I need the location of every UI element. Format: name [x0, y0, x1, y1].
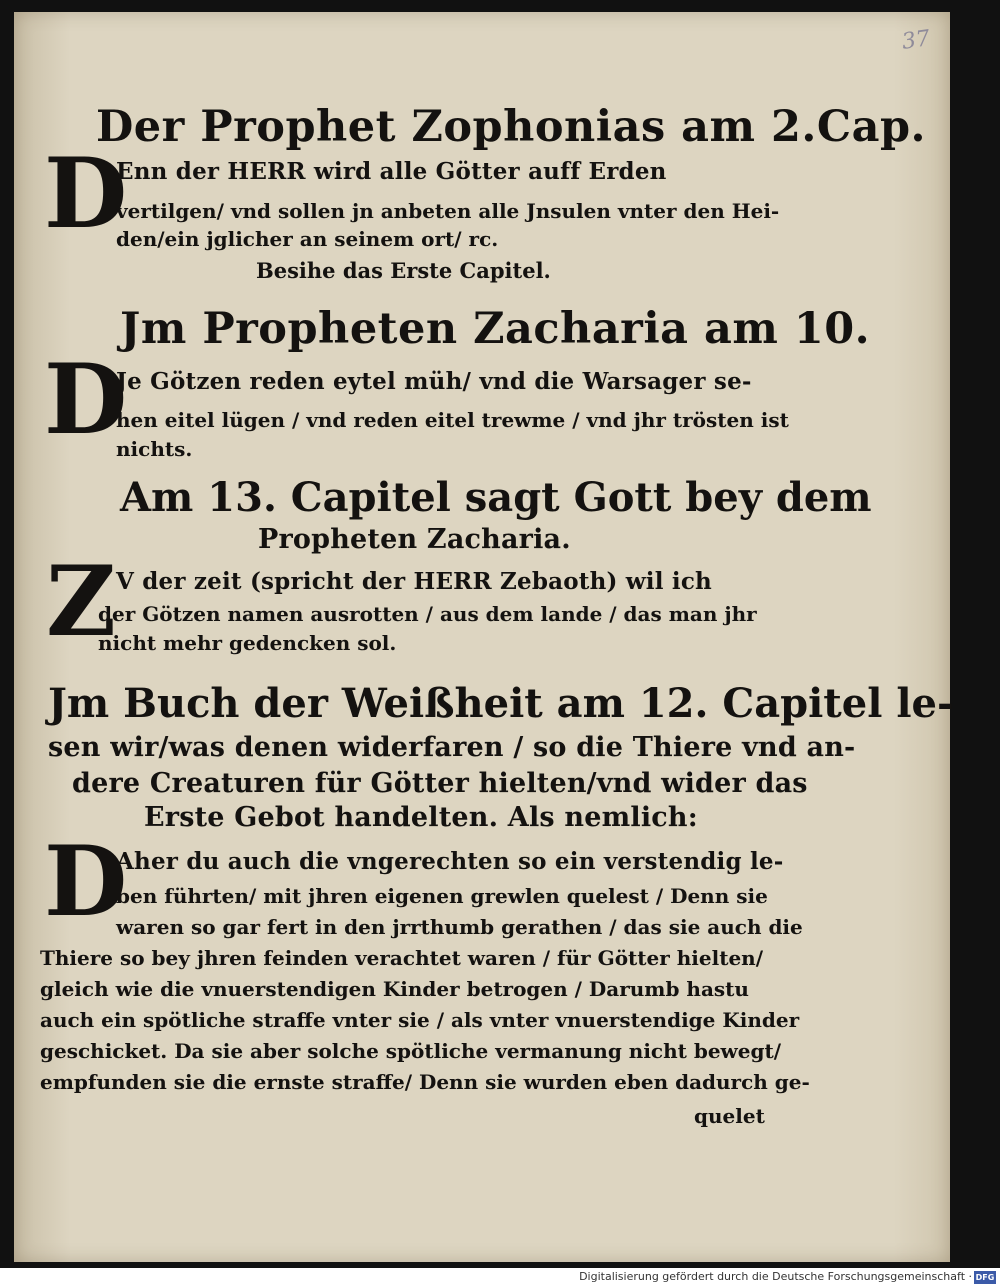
section-4-line-7: geschicket. Da sie aber solche spötliche vermanung nicht bewegt/ — [40, 1039, 782, 1063]
section-2-dropcap: D — [44, 343, 128, 456]
section-4-line-6: auch ein spötliche straffe vnter sie / als vnter vnuerstendige Kinder — [40, 1008, 800, 1032]
section-2-heading: Jm Propheten Zacharia am 10. — [120, 304, 871, 354]
section-2-line-3: nichts. — [116, 437, 193, 461]
dfg-logo: DFG — [975, 1273, 995, 1282]
funding-notice: Digitalisierung gefördert durch die Deutsche Forschungsgemeinschaft · — [579, 1270, 972, 1283]
section-3-line-3: nicht mehr gedencken sol. — [98, 631, 397, 655]
section-4-line-5: gleich wie die vnuerstendigen Kinder betrogen / Darumb hastu — [40, 977, 749, 1001]
catchword: quelet — [694, 1104, 765, 1128]
scanned-page — [14, 12, 954, 1262]
section-3-heading-line-2: Propheten Zacharia. — [258, 524, 571, 555]
section-1-line-3: den/ein jglicher an seinem ort/ rc. — [116, 227, 499, 251]
section-2-line-2: hen eitel lügen / vnd reden eitel trewme / vnd jhr trösten ist — [116, 408, 789, 432]
folio-number: 37 — [900, 26, 932, 55]
section-1-reference: Besihe das Erste Capitel. — [256, 258, 551, 283]
section-4-line-4: Thiere so bey jhren feinden verachtet waren / für Götter hielten/ — [40, 946, 764, 970]
section-3-line-1: V der zeit (spricht der HERR Zebaoth) wil ich — [116, 568, 712, 595]
section-4-line-3: waren so gar fert in den jrrthumb gerathen / das sie auch die — [116, 915, 803, 939]
section-4-heading-line-1: Jm Buch der Weißheit am 12. Capitel le- — [48, 680, 954, 727]
section-4-heading-line-2: sen wir/was denen widerfaren / so die Thiere vnd an- — [48, 732, 856, 763]
section-2-line-1: Je Götzen reden eytel müh/ vnd die Warsager se- — [116, 368, 752, 395]
section-1-line-1: Enn der HERR wird alle Götter auff Erden — [116, 158, 667, 185]
section-1-line-2: vertilgen/ vnd sollen jn anbeten alle Jnsulen vnter den Hei- — [116, 199, 780, 223]
section-3-dropcap: Z — [46, 545, 117, 658]
section-4-dropcap: D — [44, 825, 128, 938]
section-4-line-1: Aher du auch die vngerechten so ein verstendig le- — [116, 848, 784, 875]
section-4-heading-line-4: Erste Gebot handelten. Als nemlich: — [144, 802, 698, 833]
section-4-heading-line-3: dere Creaturen für Götter hielten/vnd wider das — [72, 768, 808, 799]
section-3-line-2: der Götzen namen ausrotten / aus dem lande / das man jhr — [98, 602, 757, 626]
section-1-dropcap: D — [44, 137, 128, 250]
section-4-line-8: empfunden sie die ernste straffe/ Denn sie wurden eben dadurch ge- — [40, 1070, 810, 1094]
section-1-heading: Der Prophet Zophonias am 2.Cap. — [96, 102, 927, 152]
section-3-heading-line-1: Am 13. Capitel sagt Gott bey dem — [120, 474, 872, 521]
section-4-line-2: ben führten/ mit jhren eigenen grewlen quelest / Denn sie — [116, 884, 768, 908]
